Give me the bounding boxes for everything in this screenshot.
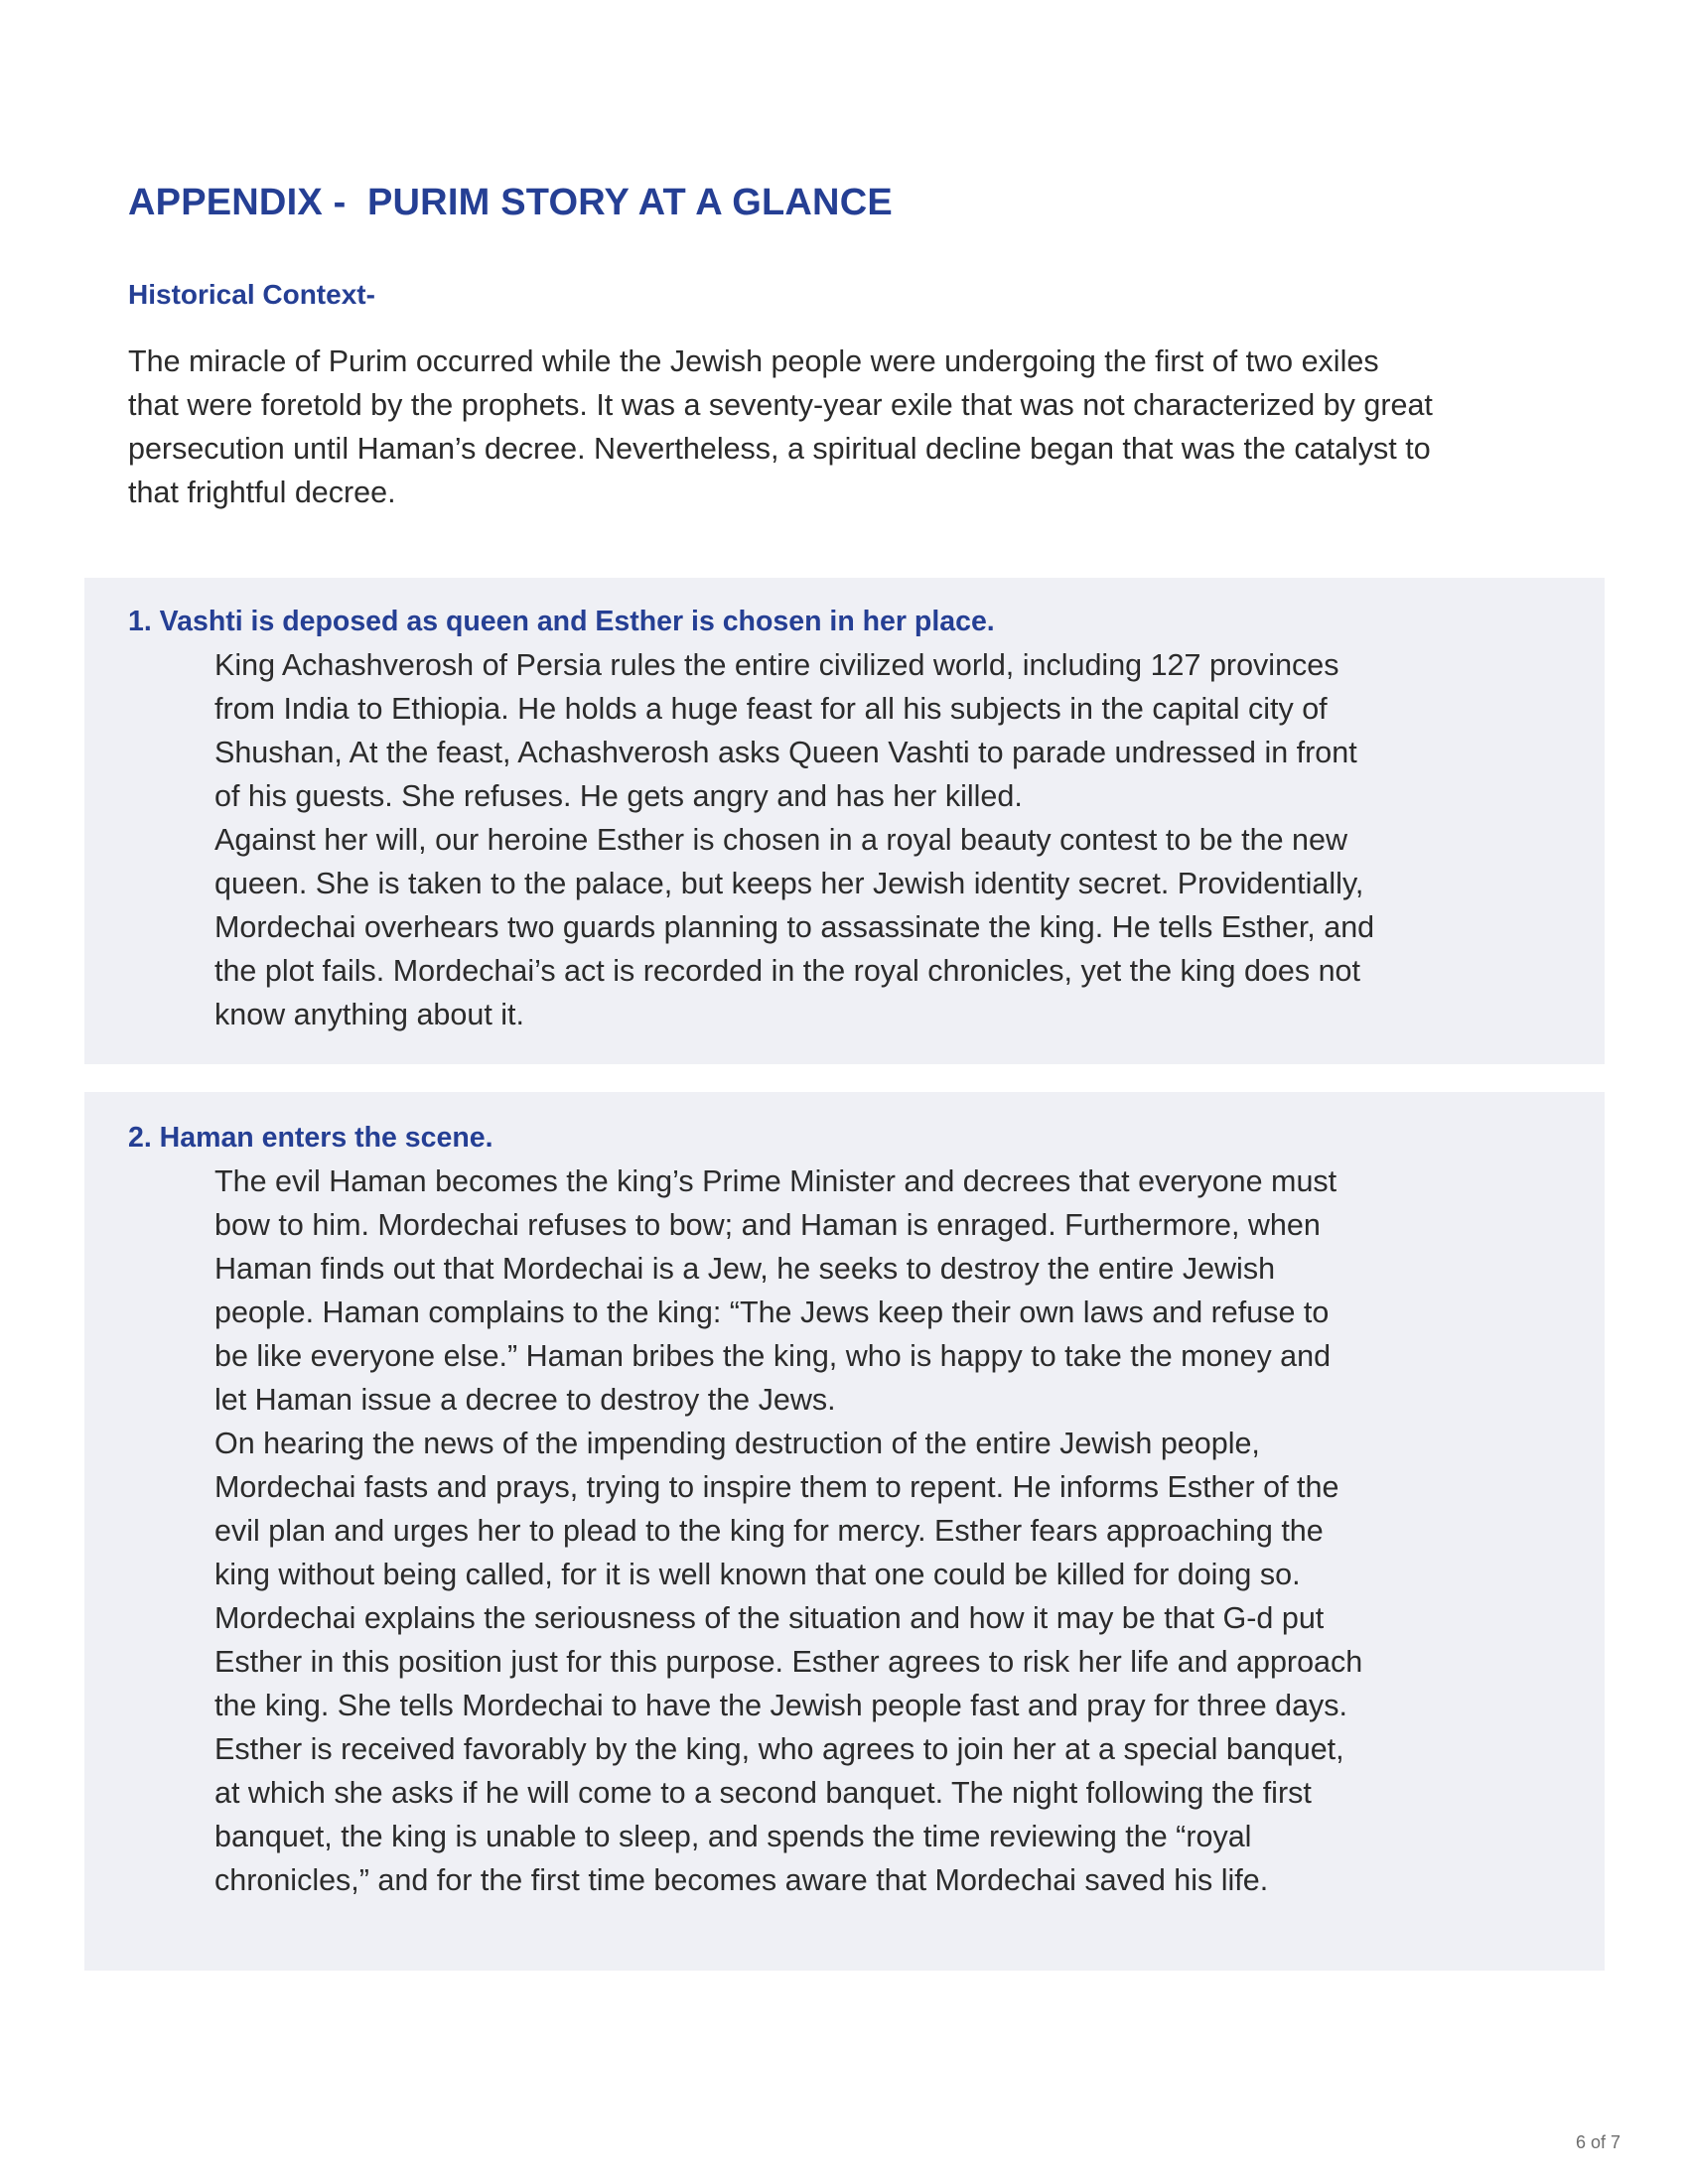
page-number: 6 of 7 [1575, 2132, 1620, 2152]
section-heading: 2. Haman enters the scene. [128, 1122, 493, 1154]
paragraph-line: that frightful decree. [128, 476, 396, 509]
paragraph-line: know anything about it. [214, 998, 524, 1031]
paragraph-line: that were foretold by the prophets. It was a seventy-year exile that was not characterized by great [128, 388, 1433, 422]
paragraph-line: Mordechai fasts and prays, trying to inspire them to repent. He informs Esther of the [214, 1470, 1339, 1504]
section-body [214, 643, 1585, 1036]
page-title: APPENDIX - PURIM STORY AT A GLANCE [128, 182, 893, 223]
historical-context-paragraph [128, 340, 1608, 514]
paragraph-line: let Haman issue a decree to destroy the Jews. [214, 1383, 836, 1417]
paragraph-line: evil plan and urges her to plead to the king for mercy. Esther fears approaching the [214, 1514, 1324, 1548]
section-heading: 1. Vashti is deposed as queen and Esther is chosen in her place. [128, 606, 995, 637]
section-body [214, 1160, 1585, 1902]
paragraph-line: from India to Ethiopia. He holds a huge feast for all his subjects in the capital city of [214, 692, 1328, 726]
paragraph-line: Mordechai explains the seriousness of the situation and how it may be that G-d put [214, 1601, 1325, 1635]
paragraph-line: the king. She tells Mordechai to have the Jewish people fast and pray for three days. [214, 1689, 1348, 1722]
paragraph-line: persecution until Haman’s decree. Nevertheless, a spiritual decline began that was the catalyst to [128, 432, 1431, 466]
paragraph-line: Esther in this position just for this purpose. Esther agrees to risk her life and approach [214, 1645, 1363, 1679]
paragraph-line: Haman finds out that Mordechai is a Jew, he seeks to destroy the entire Jewish [214, 1252, 1276, 1286]
paragraph-line: be like everyone else.” Haman bribes the king, who is happy to take the money and [214, 1339, 1332, 1373]
paragraph-line: king without being called, for it is well known that one could be killed for doing so. [214, 1558, 1301, 1591]
paragraph-line: Esther is received favorably by the king, who agrees to join her at a special banquet, [214, 1732, 1344, 1766]
paragraph-line: Mordechai overhears two guards planning to assassinate the king. He tells Esther, and [214, 910, 1375, 944]
paragraph-line: banquet, the king is unable to sleep, and spends the time reviewing the “royal [214, 1820, 1252, 1853]
paragraph-line: bow to him. Mordechai refuses to bow; and Haman is enraged. Furthermore, when [214, 1208, 1321, 1242]
section-box-vashti [84, 578, 1605, 1064]
paragraph-line: the plot fails. Mordechai’s act is recorded in the royal chronicles, yet the king does not [214, 954, 1360, 988]
paragraph-line: Against her will, our heroine Esther is chosen in a royal beauty contest to be the new [214, 823, 1348, 857]
paragraph-line: The miracle of Purim occurred while the Jewish people were undergoing the first of two exiles [128, 344, 1379, 378]
paragraph-line: of his guests. She refuses. He gets angry and has her killed. [214, 779, 1023, 813]
paragraph-line: On hearing the news of the impending destruction of the entire Jewish people, [214, 1427, 1260, 1460]
paragraph-line: Shushan, At the feast, Achashverosh asks Queen Vashti to parade undressed in front [214, 736, 1357, 769]
paragraph-line: chronicles,” and for the first time becomes aware that Mordechai saved his life. [214, 1863, 1269, 1897]
historical-context-heading: Historical Context- [128, 279, 375, 310]
paragraph-line: at which she asks if he will come to a second banquet. The night following the first [214, 1776, 1312, 1810]
paragraph-line: queen. She is taken to the palace, but keeps her Jewish identity secret. Providentially, [214, 867, 1364, 900]
paragraph-line: people. Haman complains to the king: “The Jews keep their own laws and refuse to [214, 1296, 1330, 1329]
section-box-haman [84, 1092, 1605, 1971]
paragraph-line: The evil Haman becomes the king’s Prime Minister and decrees that everyone must [214, 1164, 1337, 1198]
paragraph-line: King Achashverosh of Persia rules the entire civilized world, including 127 provinces [214, 648, 1339, 682]
